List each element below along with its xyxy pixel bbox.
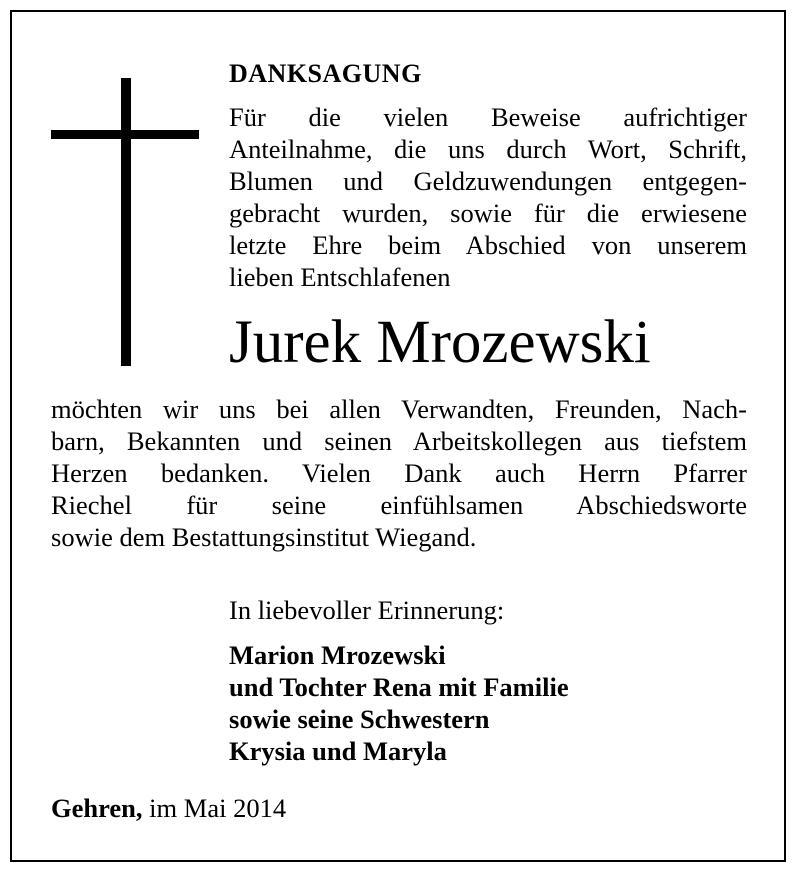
intro-line: Für die vielen Beweise aufrichtiger <box>229 102 747 132</box>
intro-line: Blumen und Geldzuwendungen entgegen- <box>229 166 747 196</box>
signer-line: Marion Mrozewski <box>229 640 446 670</box>
signer-line: Krysia und Maryla <box>229 736 447 766</box>
cross-icon-bar <box>51 130 199 139</box>
deceased-name: Jurek Mrozewski <box>229 309 651 376</box>
intro-line: Anteilnahme, die uns durch Wort, Schrift, <box>229 134 747 164</box>
thanks-line: sowie dem Bestattungsinstitut Wiegand. <box>51 522 477 552</box>
memory-line: In liebevoller Erinnerung: <box>229 595 505 625</box>
intro-line: gebracht wurden, sowie für die erwiesene <box>229 198 747 228</box>
intro-line: letzte Ehre beim Abschied von unserem <box>229 230 747 260</box>
place-date <box>51 792 286 824</box>
thanks-paragraph <box>51 393 747 553</box>
intro-paragraph <box>229 101 747 293</box>
intro-line: lieben Entschlafenen <box>229 262 451 292</box>
notice-date: im Mai 2014 <box>149 793 287 823</box>
signer-line: sowie seine Schwestern <box>229 704 490 734</box>
thanks-line: Riechel für seine einfühlsamen Abschiedsworte <box>51 490 747 520</box>
signers-block <box>229 639 569 767</box>
thanks-line: barn, Bekannten und seinen Arbeitskollegen aus tiefstem <box>51 426 747 456</box>
cross-icon <box>121 78 131 366</box>
signer-line: und Tochter Rena mit Familie <box>229 672 569 702</box>
thanks-line: Herzen bedanken. Vielen Dank auch Herrn Pfarrer <box>51 458 747 488</box>
thanks-line: möchten wir uns bei allen Verwandten, Freunden, Nach- <box>51 394 747 424</box>
place-name: Gehren, <box>51 793 143 823</box>
notice-heading: DANKSAGUNG <box>229 59 422 88</box>
